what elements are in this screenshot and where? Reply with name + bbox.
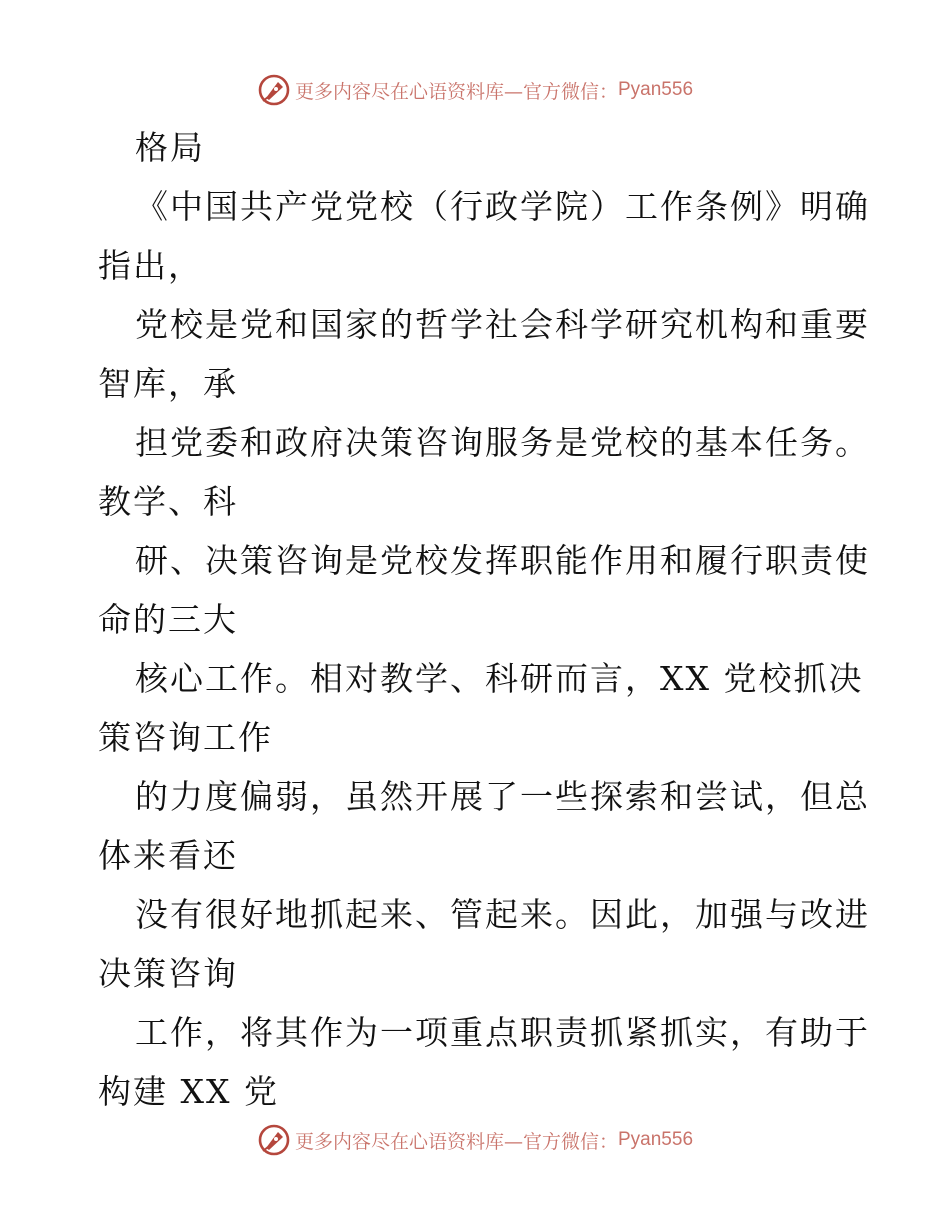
text-line: 党校是党和国家的哲学社会科学研究机构和重要 [135, 305, 870, 344]
text-line: 核心工作。相对教学、科研而言，XX 党校抓决 [135, 659, 864, 698]
text-line: 格局 [135, 128, 205, 167]
text-line: 《中国共产党党校（行政学院）工作条例》明确 [135, 187, 870, 226]
banner-wechat-handle: Pyan556 [618, 1129, 694, 1150]
text-line: 教学、科 [98, 482, 238, 521]
text-line: 工作，将其作为一项重点职责抓紧抓实，有助于 [135, 1013, 870, 1052]
text-line: 命的三大 [98, 600, 238, 639]
banner-text: 更多内容尽在心语资料库—官方微信： [294, 80, 618, 103]
footer-banner [0, 1120, 950, 1160]
text-line: 没有很好地抓起来、管起来。因此，加强与改进 [135, 895, 870, 934]
banner-wechat-handle: Pyan556 [618, 79, 694, 100]
text-line: 的力度偏弱，虽然开展了一些探索和尝试，但总 [135, 777, 870, 816]
text-line: 研、决策咨询是党校发挥职能作用和履行职责使 [135, 541, 870, 580]
pen-nib-logo-icon [257, 73, 291, 107]
pen-nib-logo-icon [257, 1123, 291, 1157]
banner-text: 更多内容尽在心语资料库—官方微信： [294, 1130, 618, 1153]
text-line: 担党委和政府决策咨询服务是党校的基本任务。 [135, 423, 870, 462]
text-line: 策咨询工作 [98, 718, 273, 757]
text-line: 构建 XX 党 [98, 1072, 279, 1111]
document-body [98, 118, 870, 1121]
text-line: 决策咨询 [98, 954, 238, 993]
text-line: 智库，承 [98, 364, 238, 403]
header-banner [0, 70, 950, 110]
text-line: 指出， [98, 246, 203, 285]
text-line: 体来看还 [98, 836, 238, 875]
